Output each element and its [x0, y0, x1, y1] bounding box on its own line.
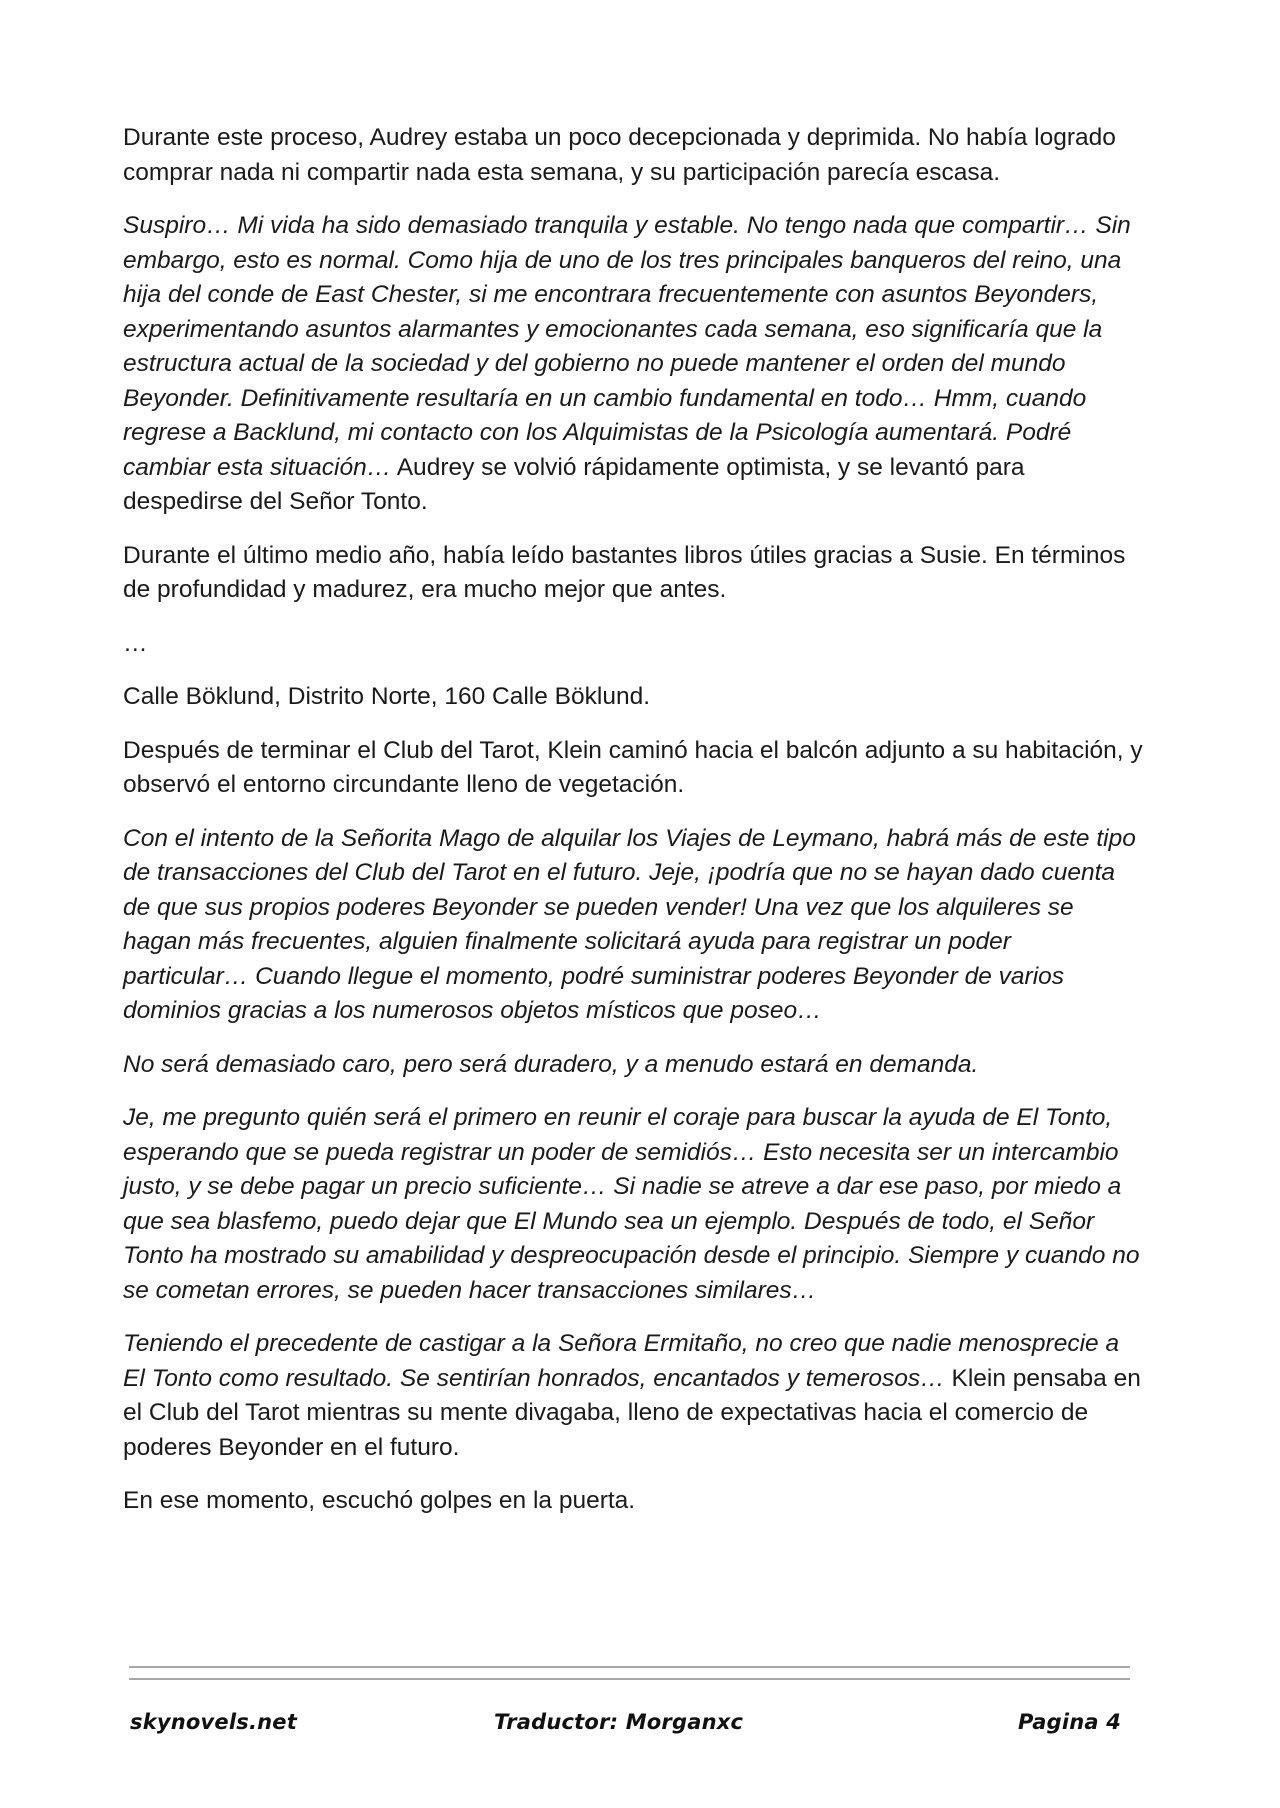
paragraph: [123, 1101, 1143, 1308]
paragraph: [123, 822, 1143, 1029]
italic-text: Je, me pregunto quién será el primero en reunir el coraje para buscar la ayuda de El Tonto, esperando que se pueda registrar un poder de semidiós… Esto necesita ser un intercambio justo, y se debe pagar un precio suficiente… Si nadie se atreve a dar ese paso, por miedo a que sea blasfemo, puedo dejar que El Mundo sea un ejemplo. Después de todo, el Señor Tonto ha mostrado su amabilidad y despreocupación desde el principio. Siempre y cuando no se cometan errores, se pueden hacer transacciones similares…: [123, 1104, 1140, 1304]
body-text-run: Después de terminar el Club del Tarot, Klein caminó hacia el balcón adjunto a su habitación, y observó el entorno circundante lleno de vegetación.: [123, 736, 1143, 798]
footer-translator: Traductor: Morganxc: [494, 1710, 744, 1734]
body-text: [123, 121, 1143, 1538]
body-text-run: Calle Böklund, Distrito Norte, 160 Calle Böklund.: [123, 683, 651, 710]
paragraph: [123, 539, 1143, 608]
footer-page-number: Pagina 4: [1018, 1710, 1122, 1734]
body-text-run: Klein pensaba en el Club del Tarot mientras su mente divagaba, lleno de expectativas hacia el comercio de poderes Beyonder en el futuro.: [123, 1364, 1141, 1461]
body-text-run: En ese momento, escuchó golpes en la puerta.: [123, 1487, 636, 1514]
body-text-run: …: [123, 629, 148, 657]
italic-text: No será demasiado caro, pero será duradero, y a menudo estará en demanda.: [123, 1050, 979, 1078]
paragraph: [123, 121, 1143, 190]
footer-divider-bottom: [129, 1678, 1130, 1680]
paragraph: [123, 734, 1143, 803]
italic-text: Con el intento de la Señorita Mago de alquilar los Viajes de Leymano, habrá más de este tipo de transacciones del Club del Tarot en el futuro. Jeje, ¡podría que no se hayan dado cuenta de que sus propios poderes Beyonder se pueden vender! Una vez que los alquileres se hagan más frecuentes, alguien finalmente solicitará ayuda para registrar un poder particular… Cuando llegue el momento, podré suministrar poderes Beyonder de varios dominios gracias a los numerosos objetos místicos que poseo…: [123, 824, 1136, 1024]
paragraph: [123, 627, 1143, 662]
footer-site: skynovels.net: [130, 1710, 297, 1734]
paragraph: [123, 1484, 1143, 1519]
paragraph: [123, 209, 1143, 520]
italic-text: Teniendo el precedente de castigar a la Señora Ermitaño, no creo que nadie menosprecie a El Tonto como resultado. Se sentirían honrados, encantados y temerosos…: [123, 1330, 1120, 1392]
italic-text: Suspiro… Mi vida ha sido demasiado tranquila y estable. No tengo nada que compartir… Sin embargo, esto es normal. Como hija de uno de los tres principales banqueros del reino, una hija del conde de East Chester, si me encontrara frecuentemente con asuntos Beyonders, experimentando asuntos alarmantes y emocionantes cada semana, eso significaría que la estructura actual de la sociedad y del gobierno no puede mantener el orden del mundo Beyonder. Definitivamente resultaría en un cambio fundamental en todo… Hmm, cuando regrese a Backlund, mi contacto con los Alquimistas de la Psicología aumentará. Podré cambiar esta situación…: [123, 212, 1131, 481]
body-text-run: Durante el último medio año, había leído bastantes libros útiles gracias a Susie. En términos de profundidad y madurez, era mucho mejor que antes.: [123, 541, 1126, 603]
body-text-run: Audrey se volvió rápidamente optimista, y se levantó para despedirse del Señor Tonto.: [123, 453, 1025, 515]
paragraph: [123, 1048, 1143, 1083]
body-text-run: Durante este proceso, Audrey estaba un poco decepcionada y deprimida. No había logrado comprar nada ni compartir nada esta semana, y su participación parecía escasa.: [123, 124, 1116, 186]
footer-divider-top: [129, 1666, 1130, 1668]
paragraph: [123, 1327, 1143, 1465]
paragraph: [123, 680, 1143, 715]
